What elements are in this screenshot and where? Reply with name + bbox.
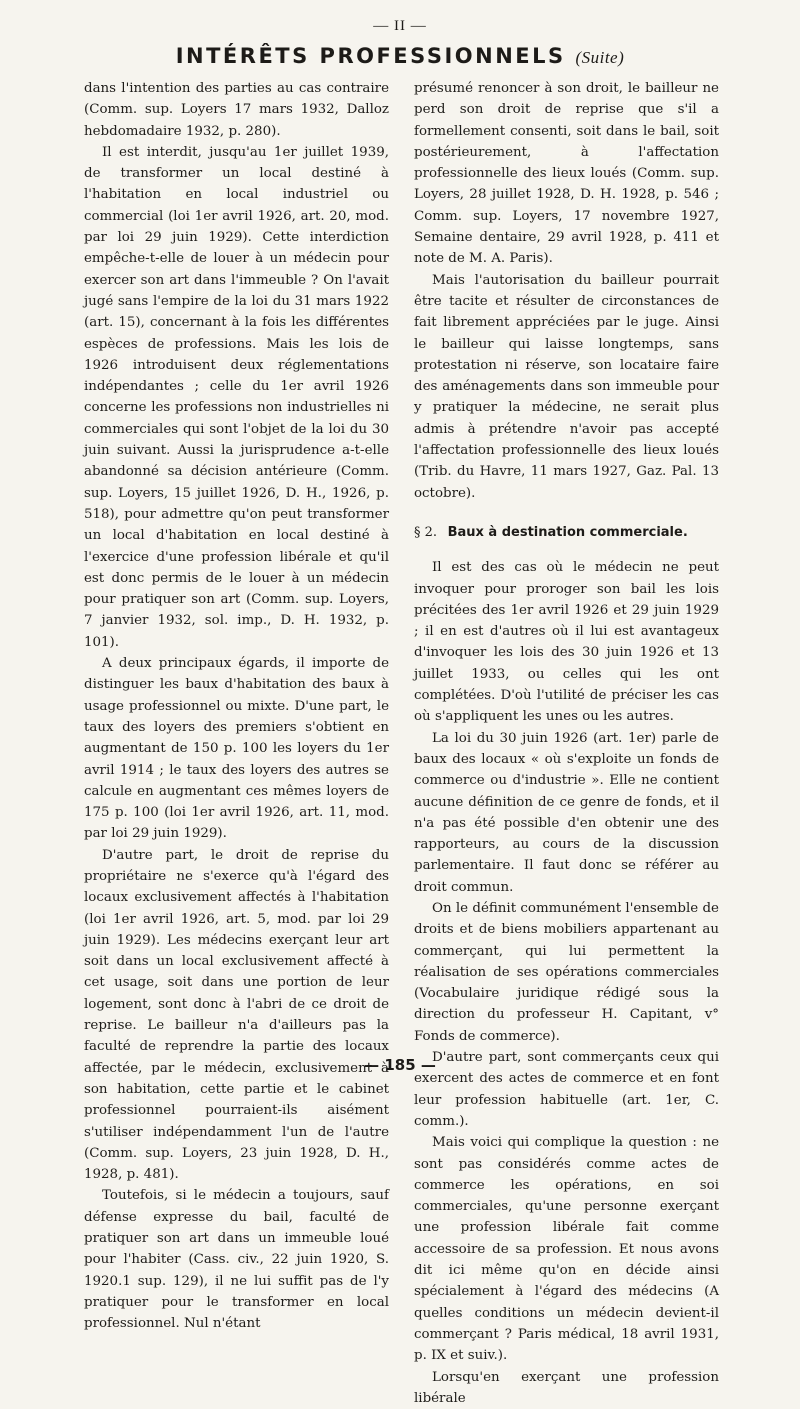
header-suite: (Suite) xyxy=(575,48,625,67)
paragraph: dans l'intention des parties au cas contraire (Comm. sup. Loyers 17 mars 1932, Dalloz hebdomadaire 1932, p. 280). xyxy=(84,81,389,139)
page-header xyxy=(0,44,800,68)
paragraph: D'autre part, le droit de reprise du propriétaire ne s'exerce qu'à l'égard des locaux exclusivement affectés à l'habitation (loi 1er avril 1926, art. 5, mod. par loi 29 juin 1929). Les médecins exerçant leur art soit dans un local exclusivement affecté à cet usage, soit dans une portion de leur logement, sont donc à l'abri de ce droit de reprise. Le bailleur n'a d'ailleurs pas la faculté de reprendre la partie des locaux affectée, par le médecin, exclusivement à son habitation, cette partie et le cabinet professionnel pourraient-ils aisément s'utiliser indépendamment l'un de l'autre (Comm. sup. Loyers, 23 juin 1928, D. H., 1928, p. 481). xyxy=(84,847,389,1183)
left-column xyxy=(84,78,389,1335)
folio-number: — II — xyxy=(373,18,427,34)
header-title: INTÉRÊTS PROFESSIONNELS xyxy=(175,44,566,68)
paragraph: Mais voici qui complique la question : ne sont pas considérés comme actes de commerce les opérations, en soi commerciales, qu'une personne exerçant une profession libérale fait comme accessoire de sa profession. Et nous avons dit ici même qu'on en décide ainsi spécialement à l'égard des médecins (A quelles conditions un médecin devient-il commerçant ? Paris médical, 18 avril 1931, p. IX et suiv.). xyxy=(414,1135,719,1364)
paragraph: Il est des cas où le médecin ne peut invoquer pour proroger son bail les lois précitées des 1er avril 1926 et 29 juin 1929 ; il en est d'autres où il lui est avantageux d'invoquer les lois des 30 juin 1926 et 13 juillet 1933, ou celles qui les ont complétées. D'où l'utilité de préciser les cas où s'appliquent les unes ou les autres. xyxy=(414,560,719,725)
paragraph: D'autre part, sont commerçants ceux qui exercent des actes de commerce et en font leur profession habituelle (art. 1er, C. comm.). xyxy=(414,1050,719,1129)
paragraph: Il est interdit, jusqu'au 1er juillet 1939, de transformer un local destiné à l'habitation en local industriel ou commercial (loi 1er avril 1926, art. 20, mod. par loi 29 juin 1929). Cette interdiction empêche-t-elle de louer à un médecin pour exercer son art dans l'immeuble ? On l'avait jugé sans l'empire de la loi du 31 mars 1922 (art. 15), concernant à la fois les différentes espèces de professions. Mais les lois de 1926 introduisent deux réglementations indépendantes ; celle du 1er avril 1926 concerne les professions non industrielles ni commerciales qui sont l'objet de la loi du 30 juin suivant. Aussi la jurisprudence a-t-elle abandonné sa décision antérieure (Comm. sup. Loyers, 15 juillet 1926, D. H., 1926, p. 518), pour admettre qu'on peut transformer un local d'habitation en local destiné à l'exercice d'une profession libérale et qu'il est donc permis de le louer à un médecin pour pratiquer son art (Comm. sup. Loyers, 7 janvier 1932, sol. imp., D. H. 1932, p. 101). xyxy=(84,144,389,650)
paragraph: présumé renoncer à son droit, le bailleur ne perd son droit de reprise que s'il a formellement consenti, soit dans le bail, soit postérieurement, à l'affectation professionnelle des lieux loués (Comm. sup. Loyers, 28 juillet 1928, D. H. 1928, p. 546 ; Comm. sup. Loyers, 17 novembre 1927, Semaine dentaire, 29 avril 1928, p. 411 et note de M. A. Paris). xyxy=(414,81,719,267)
section-mark: § 2. xyxy=(414,524,438,540)
paragraph: Mais l'autorisation du bailleur pourrait être tacite et résulter de circonstances de fait librement appréciées par le juge. Ainsi le bailleur qui laisse longtemps, sans protestation ni réserve, son locataire faire des aménagements dans son immeuble pour y pratiquer la médecine, ne serait plus admis à prétendre n'avoir pas accepté l'affectation professionnelle des lieux loués (Trib. du Havre, 11 mars 1927, Gaz. Pal. 13 octobre). xyxy=(414,272,719,501)
page-number: — 185 — xyxy=(364,1056,436,1074)
paragraph: On le définit communément l'ensemble de droits et de biens mobiliers appartenant au commerçant, qui lui permettent la réalisation de ses opérations commerciales (Vocabulaire juridique rédigé sous la direction du professeur H. Capitant, v° Fonds de commerce). xyxy=(414,900,719,1044)
right-column xyxy=(414,78,719,1409)
paragraph: La loi du 30 juin 1926 (art. 1er) parle de baux des locaux « où s'exploite un fonds de commerce ou d'industrie ». Elle ne contient aucune définition de ce genre de fonds, et il n'a pas été possible d'en obtenir une des rapporteurs, au cours de la discussion parlementaire. Il faut donc se référer au droit commun. xyxy=(414,730,719,895)
section-heading xyxy=(414,522,719,543)
paragraph: Lorsqu'en exerçant une profession libérale xyxy=(414,1369,719,1406)
section-title: Baux à destination commerciale. xyxy=(447,524,688,540)
paragraph: A deux principaux égards, il importe de distinguer les baux d'habitation des baux à usage professionnel ou mixte. D'une part, le taux des loyers des premiers s'obtient en augmentant de 150 p. 100 les loyers du 1er avril 1914 ; le taux des loyers des autres se calcule en augmentant ces mêmes loyers de 175 p. 100 (loi 1er avril 1926, art. 11, mod. par loi 29 juin 1929). xyxy=(84,656,389,842)
paragraph: Toutefois, si le médecin a toujours, sauf défense expresse du bail, faculté de pratiquer son art dans un immeuble loué pour l'habiter (Cass. civ., 22 juin 1920, S. 1920.1 sup. 129), il ne lui suffit pas de l'y pratiquer pour le transformer en local professionnel. Nul n'étant xyxy=(84,1188,389,1332)
